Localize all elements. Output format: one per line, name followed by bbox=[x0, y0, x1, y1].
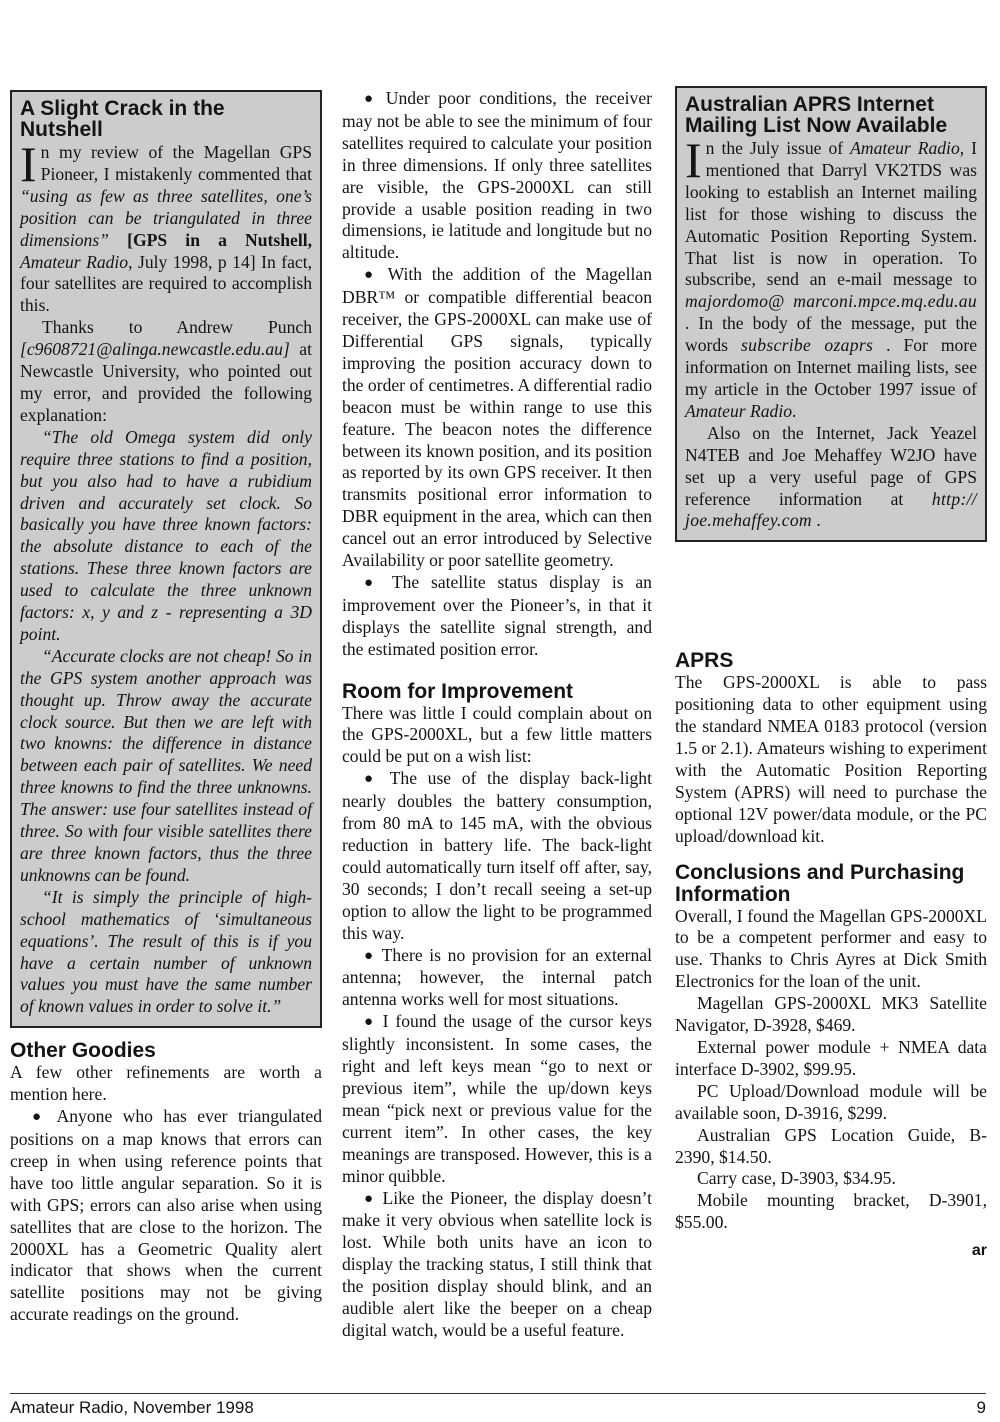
bullet-icon: ● bbox=[364, 1190, 376, 1207]
paragraph: Thanks to Andrew Punch [c9608721@alinga.newcastle.edu.au] at Newcastle University, who pointed out my error, and provided the following explanation: bbox=[20, 317, 312, 425]
column-1 bbox=[10, 86, 322, 1326]
paragraph: Also on the Internet, Jack Yeazel N4TEB and Joe Mehaffey W2JO have set up a very useful page of GPS reference information at http:// joe.mehaffey.com . bbox=[685, 422, 977, 531]
sidebar-box-nutshell bbox=[10, 90, 322, 1028]
box-title: A Slight Crack in the Nutshell bbox=[20, 97, 225, 141]
footer-rule bbox=[10, 1393, 986, 1394]
section-heading-room-for-improvement: Room for Improvement bbox=[342, 679, 574, 703]
quote-paragraph: “Accurate clocks are not cheap! So in the GPS system another approach was thought up. Throw away the accurate clock source. But then we are left with two knowns: the difference in distance between each pair of satellites. We need three knowns to find the three unknowns. The answer: use four satellites instead of three. So with four visible satellites there are three known factors, thus the three unknowns can be found. bbox=[20, 645, 312, 885]
column-3 bbox=[675, 86, 987, 1260]
page-number: 9 bbox=[976, 1398, 986, 1417]
paragraph: A few other refinements are worth a mention here. bbox=[10, 1062, 322, 1105]
bullet-paragraph: ● The use of the display back-light nearly doubles the battery consumption, from 80 mA to 145 mA, with the obvious reduction in battery life. The back-light could automatically turn itself off after, say, 30 seconds; I don’t recall seeing a set-up option to allow the light to be programmed this way. bbox=[342, 768, 652, 943]
list-item: Mobile mounting bracket, D-3901, $55.00. bbox=[675, 1190, 987, 1233]
bullet-icon: ● bbox=[364, 771, 380, 788]
section-heading-other-goodies: Other Goodies bbox=[10, 1039, 156, 1063]
paragraph: Overall, I found the Magellan GPS-2000XL to be a competent performer and easy to use. Thanks to Chris Ayres at Dick Smith Electronics for the loan of the unit. bbox=[675, 905, 987, 992]
quote-paragraph: “It is simply the principle of high-school mathematics of ‘simultaneous equations’. The result of this is if you have a certain number of unknown values you must have the same number of known values in order to solve it.” bbox=[20, 886, 312, 1017]
bullet-paragraph: ● There is no provision for an external antenna; however, the internal patch antenna works well for most situations. bbox=[342, 944, 653, 1010]
bullet-paragraph: ● Anyone who has ever triangulated positions on a map knows that errors can creep in when using reference points that have too little angular separation. So it is with GPS; errors can also arise when using satellites that are close to the horizon. The 2000XL has a Geometric Quality alert indicator that shows when the current satellite positions may not be giving accurate readings on the ground. bbox=[10, 1106, 322, 1325]
footer-publication: Amateur Radio, November 1998 bbox=[10, 1398, 254, 1417]
paragraph: In the July issue of Amateur Radio, I mentioned that Darryl VK2TDS was looking to establish an Internet mailing list for those wishing to discuss the Automatic Position Reporting System. That list is now in operation. To subscribe, send an e-mail message to majordomo@ marconi.mpce.mq.edu.au . In the body of the message, put the words subscribe ozaprs . For more information on Internet mailing lists, see my article in the October 1997 issue of Amateur Radio. bbox=[685, 132, 978, 421]
list-item: Magellan GPS-2000XL MK3 Satellite Navigator, D-3928, $469. bbox=[675, 993, 987, 1036]
bullet-icon: ● bbox=[364, 1014, 376, 1031]
bullet-paragraph: ● With the addition of the Magellan DBR™ or compatible differential beacon receiver, the GPS-2000XL can make use of Differential GPS signals, typically improving the position accuracy down to the order of centimetres. A differential radio beacon must be within range to use this feature. The beacon notes the difference between its known position, and its position as reported by its own GPS receiver. It then transmits positional error information to DBR equipment in the area, which can then cancel out an error introduced by Selective Availability or poor satellite geometry. bbox=[342, 264, 652, 571]
box-title: Australian APRS Internet Mailing List Now Available bbox=[685, 93, 948, 137]
bullet-paragraph: ● Under poor conditions, the receiver may not be able to see the minimum of four satellites required to calculate your position in three dimensions. If only three satellites are visible, the GPS-2000XL can still provide a usable position reading in two dimensions, ie latitude and longitude but no altitude. bbox=[342, 88, 652, 263]
paragraph: There was little I could complain about on the GPS-2000XL, but a few little matters could be put on a wish list: bbox=[342, 702, 652, 767]
paragraph: The GPS-2000XL is able to pass positioning data to other equipment using the standard NMEA 0183 protocol (version 1.5 or 2.1). Amateurs wishing to experiment with the Automatic Position Reporting System (APRS) will need to purchase the optional 12V power/data module, or the PC upload/download kit. bbox=[675, 672, 987, 846]
column-2 bbox=[342, 88, 652, 1342]
section-heading-aprs: APRS bbox=[675, 649, 734, 673]
bullet-icon: ● bbox=[364, 91, 378, 107]
bullet-icon: ● bbox=[364, 574, 381, 591]
paragraph: In my review of the Magellan GPS Pioneer, I mistakenly commented that “using as few as three satellites, one’s position can be triangulated in three dimensions” [GPS in a Nutshell, Amateur Radio, July 1998, p 14] In fact, four satellites are required to accomplish this. bbox=[20, 136, 313, 316]
section-heading-conclusions: Conclusions and Purchasing Information bbox=[675, 860, 965, 906]
bullet-paragraph: ● Like the Pioneer, the display doesn’t make it very obvious when satellite lock is lost. While both units have an icon to display the tracking status, I still think that the position display should blink, and an audible alert like the beeper on a cheap digital watch, would be a useful feature. bbox=[342, 1187, 653, 1340]
quote-paragraph: “The old Omega system did only require three stations to find a position, but you also had to have a rubidium driven and accurately set clock. So basically you have three known factors: the absolute distance to each of the stations. These three known factors are used to calculate the three unknown factors: x, y and z - representing a 3D point. bbox=[20, 426, 312, 644]
bullet-icon: ● bbox=[364, 947, 376, 964]
list-item: External power module + NMEA data interface D-3902, $99.95. bbox=[675, 1037, 987, 1079]
list-item: PC Upload/Download module will be available soon, D-3916, $299. bbox=[675, 1080, 987, 1123]
bullet-paragraph: ● I found the usage of the cursor keys slightly inconsistent. In some cases, the right and left keys mean “go to next or previous item”, while the up/down keys mean “pick next or previous value for the current item”. In other cases, the key meanings are transposed. However, this is a minor quibble. bbox=[342, 1011, 652, 1186]
sidebar-box-aprs-mailing-list bbox=[675, 86, 987, 542]
list-item: Australian GPS Location Guide, B-2390, $14.50. bbox=[675, 1124, 987, 1167]
bullet-icon: ● bbox=[364, 267, 379, 284]
bullet-icon: ● bbox=[32, 1109, 48, 1126]
end-mark: ar bbox=[971, 1242, 987, 1260]
bullet-paragraph: ● The satellite status display is an improvement over the Pioneer’s, in that it displays the satellite signal strength, and the estimated position error. bbox=[342, 571, 652, 659]
list-item: Carry case, D-3903, $34.95. bbox=[697, 1168, 896, 1189]
